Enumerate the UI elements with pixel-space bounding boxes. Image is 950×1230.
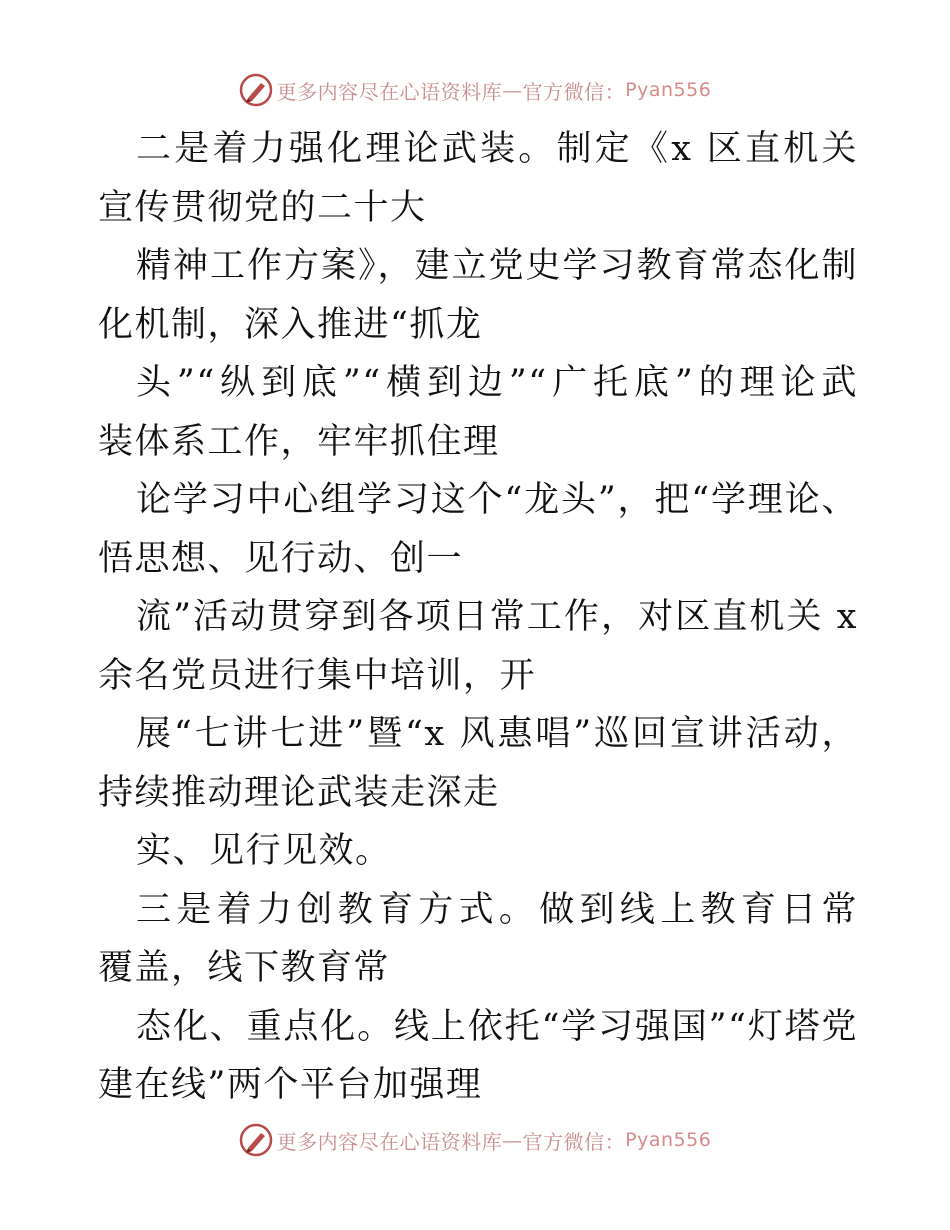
watermark-wechat-id: Pyan556 (625, 1129, 712, 1151)
text-line: 态化、重点化。线上依托“学习强国”“灯塔党 (136, 1006, 858, 1047)
watermark-separator: — (502, 1128, 523, 1152)
text-line: 三是着力创教育方式。做到线上教育日常 (136, 889, 858, 930)
text-line: 悟思想、见行动、创一 (98, 538, 464, 579)
text-line: 宣传贯彻党的二十大 (98, 187, 427, 228)
watermark-wechat-id: Pyan556 (625, 79, 712, 101)
pen-logo-icon (239, 73, 273, 107)
text-line: 头”“纵到底”“横到边”“广托底”的理论武 (136, 363, 858, 403)
body-text (98, 120, 858, 1115)
text-line: 化机制，深入推进“抓龙 (98, 304, 483, 345)
watermark-wechat-label: 官方微信： (522, 1129, 626, 1154)
text-line: 二是着力强化理论武装。制定《x 区直机关 (136, 129, 858, 169)
pen-logo-icon (239, 1123, 273, 1157)
text-line: 实、见行见效。 (136, 831, 392, 871)
watermark-wechat-label: 官方微信： (522, 79, 626, 104)
header-watermark (0, 70, 950, 110)
watermark-site: 更多内容尽在心语资料库 (276, 1129, 503, 1154)
text-line: 持续推动理论武装走深走 (98, 772, 500, 813)
text-line: 装体系工作，牢牢抓住理 (98, 421, 500, 462)
text-line: 覆盖，线下教育常 (98, 948, 391, 988)
text-line: 余名党员进行集中培训，开 (98, 655, 537, 696)
text-line: 精神工作方案》，建立党史学习教育常态化制 (136, 246, 858, 286)
watermark-site: 更多内容尽在心语资料库 (276, 79, 503, 104)
text-line: 展“七讲七进”暨“x 风惠唱”巡回宣讲活动， (136, 714, 858, 754)
footer-watermark (0, 1120, 950, 1160)
text-line: 论学习中心组学习这个“龙头”，把“学理论、 (136, 480, 858, 520)
text-line: 建在线”两个平台加强理 (98, 1065, 483, 1105)
text-line: 流”活动贯穿到各项日常工作，对区直机关 x (136, 597, 858, 637)
watermark-separator: — (502, 78, 523, 102)
